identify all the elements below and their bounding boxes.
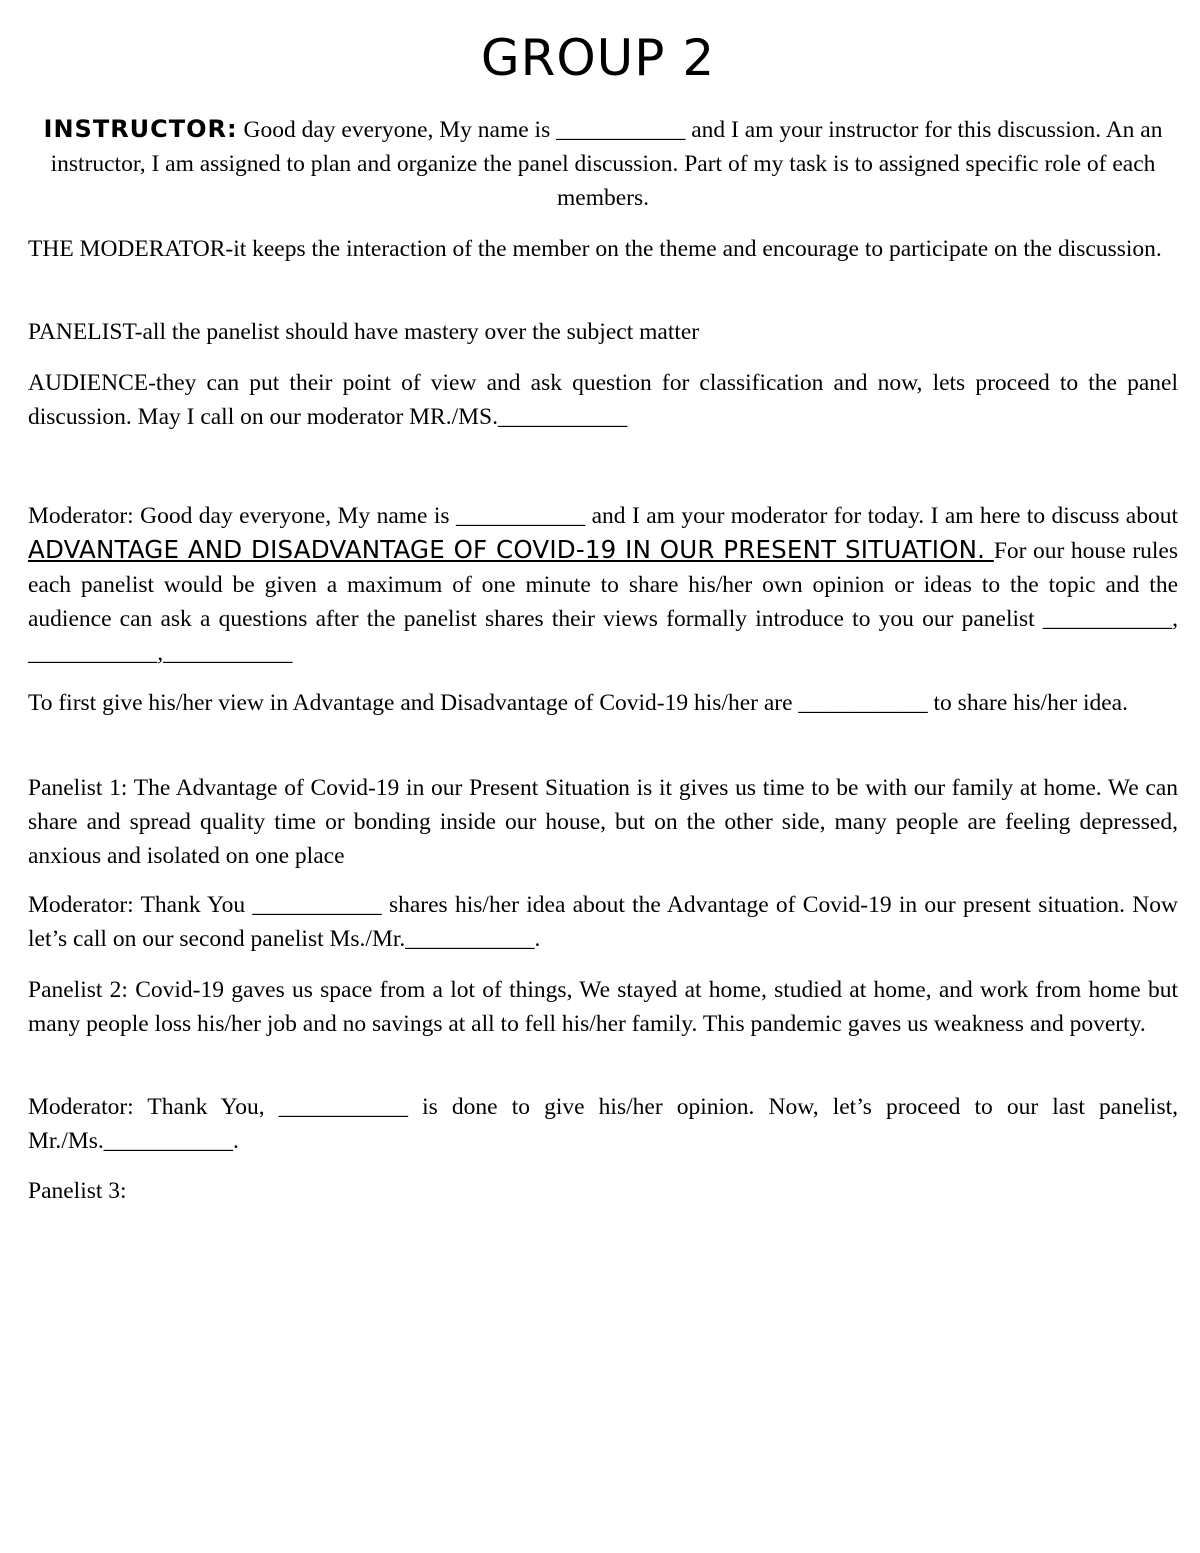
document-title: GROUP 2 bbox=[480, 29, 716, 87]
moderator-thanks-1-paragraph: Moderator: Thank You ___________ shares his/her idea about the Advantage of Covid-19 in our present situation. Now let’s call on our second panelist Ms./Mr.___________. bbox=[28, 892, 1178, 952]
moderator-house-rules-text: For our house rules each panelist would be given a maximum of one minute to share his/her own opinion or ideas to the topic and the audience can ask a questions after the panelist shares their views formally introduce to you our panelist ___________, ___________,___________ bbox=[28, 538, 1179, 666]
instructor-label: INSTRUCTOR: bbox=[43, 115, 238, 143]
moderator-intro-text: Moderator: Good day everyone, My name is ___________ and I am your moderator for today. I am here to discuss about bbox=[28, 503, 1178, 529]
moderator-role-paragraph: THE MODERATOR-it keeps the interaction of the member on the theme and encourage to participate on the discussion. bbox=[28, 236, 1162, 262]
panelist-1-paragraph: Panelist 1: The Advantage of Covid-19 in our Present Situation is it gives us time to be with our family at home. We can share and spread quality time or bonding inside our house, but on the other side, many people are feeling depressed, anxious and isolated on one place bbox=[28, 775, 1178, 869]
moderator-thanks-2-paragraph: Moderator: Thank You, ___________ is done to give his/her opinion. Now, let’s proceed to our last panelist, Mr./Ms.___________. bbox=[28, 1094, 1178, 1154]
audience-role-paragraph: AUDIENCE-they can put their point of view and ask question for classification and now, lets proceed to the panel discussion. May I call on our moderator MR./MS.___________ bbox=[28, 370, 1178, 430]
first-view-paragraph: To first give his/her view in Advantage and Disadvantage of Covid-19 his/her are ___________ to share his/her idea. bbox=[28, 690, 1128, 716]
discussion-topic: ADVANTAGE AND DISADVANTAGE OF COVID-19 IN OUR PRESENT SITUATION. bbox=[28, 535, 994, 564]
moderator-intro-paragraph bbox=[28, 499, 1178, 670]
panelist-2-paragraph: Panelist 2: Covid-19 gaves us space from a lot of things, We stayed at home, studied at home, and work from home but many people loss his/her job and no savings at all to fell his/her family. This pandemic gaves us weakness and poverty. bbox=[28, 977, 1178, 1037]
panelist-role-paragraph: PANELIST-all the panelist should have mastery over the subject matter bbox=[28, 319, 700, 345]
instructor-paragraph bbox=[28, 112, 1178, 215]
panelist-3-paragraph: Panelist 3: bbox=[28, 1178, 127, 1204]
instructor-text: Good day everyone, My name is ___________ and I am your instructor for this discussion. An an instructor, I am assigned to plan and organize the panel discussion. Part of my task is to assigned specific role of each members. bbox=[50, 117, 1163, 211]
